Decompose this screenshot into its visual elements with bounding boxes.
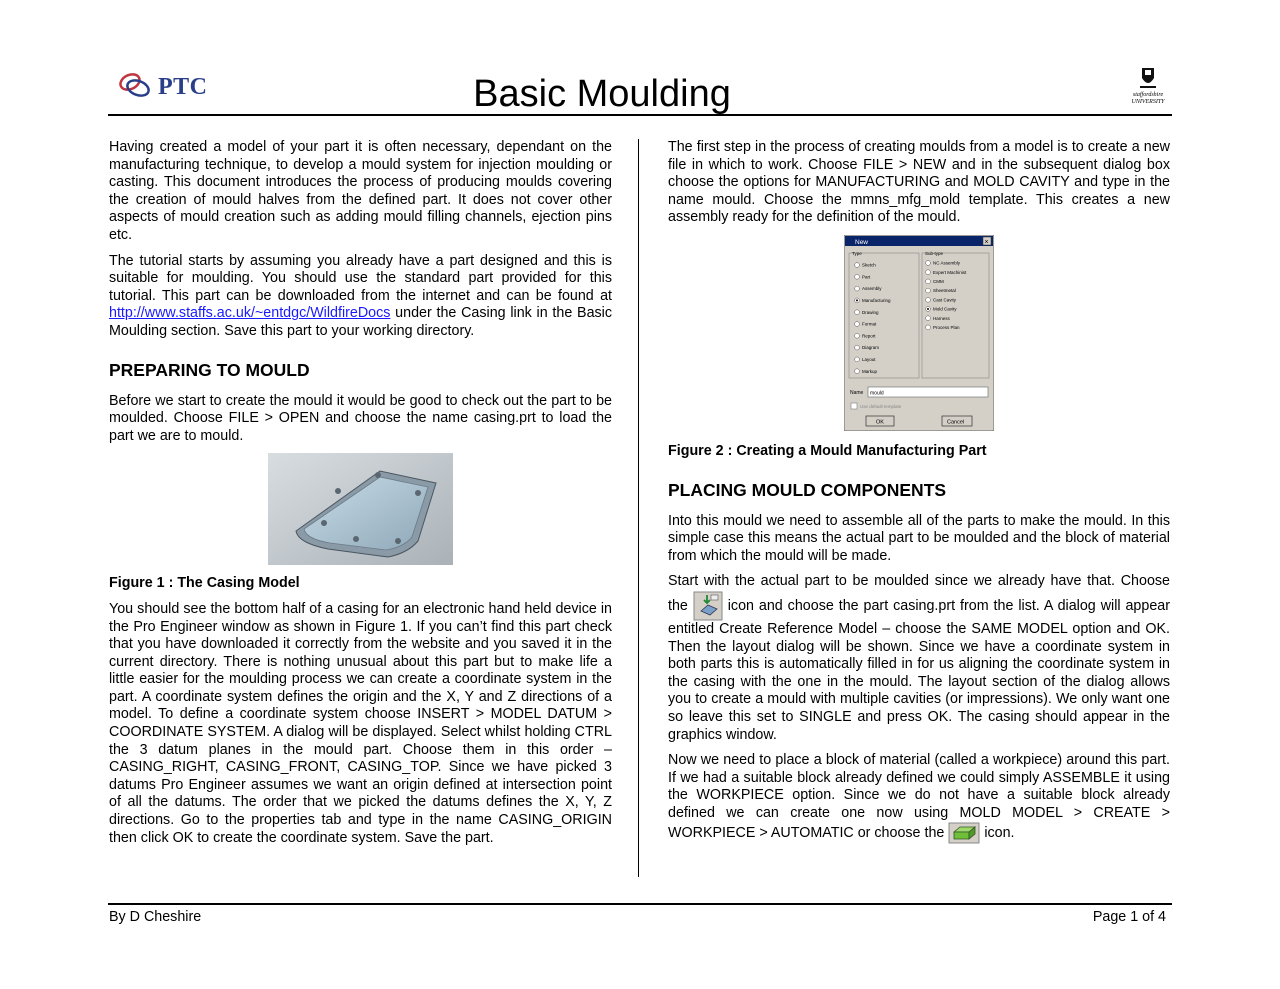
page-title: Basic Moulding	[473, 73, 731, 115]
type-group-label: Type	[852, 250, 862, 256]
cancel-label: Cancel	[947, 419, 965, 426]
type-label-9: Markup	[862, 368, 878, 374]
workpiece-text-a: Now we need to place a block of material (called a workpiece) around this part. If we had a suitable block already defined we could simply ASSEMBLE it using the WORKPIECE option. Since we do not have a suitable block already defined we can create one now using MOLD MODEL > CREATE > WORKPIECE > AUTOMATIC or choose the	[668, 752, 1170, 842]
dialog-title: New	[855, 238, 869, 246]
type-radio-selected-dot	[856, 299, 858, 301]
figure-2-caption: Figure 2 : Creating a Mould Manufacturing Part	[668, 442, 987, 459]
subtype-radio-selected-dot	[927, 308, 929, 310]
ptc-logo-icon	[118, 68, 158, 104]
reference-text-b: icon and choose the part casing.prt from the list. A dialog will appear entitled Create Reference Model – choose the SAME MODEL option and OK. Then the layout dialog will be shown. Since we have a coordinate system in both parts this is automatically filled in for us aligning the coordinate system in the casing with the one in the mould. The layout section of the dialog allows you to create a mould with multiple cavities (or impressions). We only want one so leave this set to SINGLE and press OK. The casing should appear in the graphics window.	[668, 597, 1170, 743]
workpiece-text-b: icon.	[980, 825, 1015, 842]
type-radio-4[interactable]	[855, 310, 860, 315]
crest-icon	[1122, 66, 1174, 92]
type-label-0: Sketch	[862, 262, 876, 268]
type-radio-9[interactable]	[855, 369, 860, 374]
ok-label: OK	[876, 419, 884, 426]
type-label-1: Part	[862, 274, 871, 280]
subtype-label-2: CMM	[933, 278, 944, 284]
assemble-parts-paragraph: Into this mould we need to assemble all of the parts to make the mould. In this simple case this means the actual part to be moulded and the block of material from which the mould will be made.	[668, 512, 1170, 564]
intro-paragraph: Having created a model of your part it is often necessary, dependant on the manufacturing technique, to develop a mould system for injection moulding or casting. This document introduces the process of producing moulds covering the creation of mould halves from the defined part. It does not cover other aspects of mould creation such as adding mould filling channels, ejection pins etc.	[109, 139, 612, 243]
type-radio-6[interactable]	[855, 333, 860, 338]
new-file-paragraph: The first step in the process of creating moulds from a model is to create a new file in which to work. Choose FILE > NEW and in the subsequent dialog box choose the options for MANUFACTURING and MOLD CAVITY and type in the name mould. Choose the mmns_mfg_mold template. This creates a new assembly ready for the definition of the mould.	[668, 139, 1170, 226]
subtype-label-1: Expert Machinist	[933, 269, 967, 275]
open-part-paragraph: Before we start to create the mould it would be good to check out the part to be moulded. Choose FILE > OPEN and choose the name casing.prt to load the part we are to mould.	[109, 392, 612, 444]
type-radio-0[interactable]	[855, 263, 860, 268]
reference-model-paragraph	[668, 573, 1170, 744]
type-label-8: Layout	[862, 356, 876, 362]
subtype-label-6: Harness	[933, 315, 950, 321]
ptc-logo-text: PTC	[158, 74, 208, 100]
coordinate-system-paragraph: You should see the bottom half of a casing for an electronic hand held device in the Pro Engineer window as shown in Figure 1. If you can’t find this part check that you have downloaded it correctly from the website and you saved it in the current directory. There is nothing unusual about this part but to make life a little easier for the moulding process we can create a coordinate system in the part. A coordinate system defines the origin and the X, Y and Z directions of a model. To define a coordinate system choose INSERT > MODEL DATUM > COORDINATE SYSTEM. A dialog will be displayed. Select whilst holding CTRL the 3 datum planes in the mould part. Choose them in this order – CASING_RIGHT, CASING_FRONT, CASING_TOP. Since we have picked 3 datums Pro Engineer assumes we want an origin defined at intersection point of all the datums. The order that we picked the datums defines the X, Y, Z directions. Go to the properties tab and type in the name CASING_ORIGIN then click OK to create the coordinate system. Save the part.	[109, 600, 612, 846]
name-input[interactable]	[868, 387, 988, 397]
subtype-radio-1[interactable]	[926, 270, 931, 275]
svg-text:×: ×	[984, 238, 989, 246]
type-label-2: Assembly	[862, 286, 882, 292]
casing-model-image	[268, 453, 453, 565]
reference-text-a: Start with the actual part to be moulded since we already have that. Choose the	[668, 573, 1170, 614]
template-checkbox[interactable]	[851, 403, 857, 409]
template-checkbox-label: Use default template	[860, 403, 902, 409]
subtype-radio-7[interactable]	[926, 325, 931, 330]
subtype-label-4: Cast Cavity	[933, 297, 957, 303]
tutorial-text-b: under the Casing link in the Basic Moulding section. Save this part to your working directory.	[109, 305, 612, 339]
type-label-3: Manufacturing	[862, 297, 891, 303]
figure-1-caption: Figure 1 : The Casing Model	[109, 575, 300, 592]
preparing-heading: PREPARING TO MOULD	[109, 359, 310, 380]
new-dialog-screenshot	[844, 235, 994, 431]
subtype-label-5: Mold Cavity	[933, 306, 957, 312]
type-radio-2[interactable]	[855, 286, 860, 291]
subtype-group-label: Sub-type	[925, 250, 944, 256]
workpiece-paragraph	[668, 752, 1170, 844]
type-label-5: Format	[862, 321, 877, 327]
placing-heading: PLACING MOULD COMPONENTS	[668, 479, 947, 500]
ptc-logo	[118, 68, 218, 104]
subtype-label-7: Process Plan	[933, 324, 960, 330]
tutorial-text-a: The tutorial starts by assuming you already have a part designed and this is suitable for moulding. You should use the standard part provided for this tutorial. This part can be downloaded from the internet and can be found at	[109, 252, 612, 304]
automatic-workpiece-icon[interactable]	[948, 822, 980, 844]
footer-author: By D Cheshire	[109, 909, 202, 925]
university-crest	[1122, 66, 1174, 110]
assemble-reference-model-icon[interactable]	[693, 591, 723, 621]
type-label-6: Report	[862, 333, 876, 339]
subtype-label-3: Sheetmetal	[933, 288, 956, 294]
footer-rule	[108, 903, 1172, 905]
type-radio-1[interactable]	[855, 274, 860, 279]
subtype-label-0: NC Assembly	[933, 260, 961, 266]
type-label-4: Drawing	[862, 309, 879, 315]
subtype-radio-6[interactable]	[926, 316, 931, 321]
right-column	[668, 139, 1170, 852]
type-label-7: Diagram	[862, 345, 880, 351]
header-rule	[108, 114, 1172, 116]
type-radio-8[interactable]	[855, 357, 860, 362]
subtype-radio-4[interactable]	[926, 297, 931, 302]
crest-text: staffordshire UNIVERSITY	[1131, 92, 1165, 105]
name-label: Name	[850, 389, 864, 396]
type-radio-5[interactable]	[855, 322, 860, 327]
type-radio-7[interactable]	[855, 345, 860, 350]
wildfire-docs-link[interactable]: http://www.staffs.ac.uk/~entdgc/WildfireDocs	[109, 305, 391, 322]
subtype-radio-2[interactable]	[926, 279, 931, 284]
footer-page-number: Page 1 of 4	[1092, 909, 1166, 925]
left-column	[109, 139, 612, 855]
subtype-radio-0[interactable]	[926, 261, 931, 266]
subtype-radio-3[interactable]	[926, 288, 931, 293]
name-value: mould	[870, 390, 884, 397]
tutorial-paragraph	[109, 253, 612, 341]
column-divider	[638, 139, 639, 877]
